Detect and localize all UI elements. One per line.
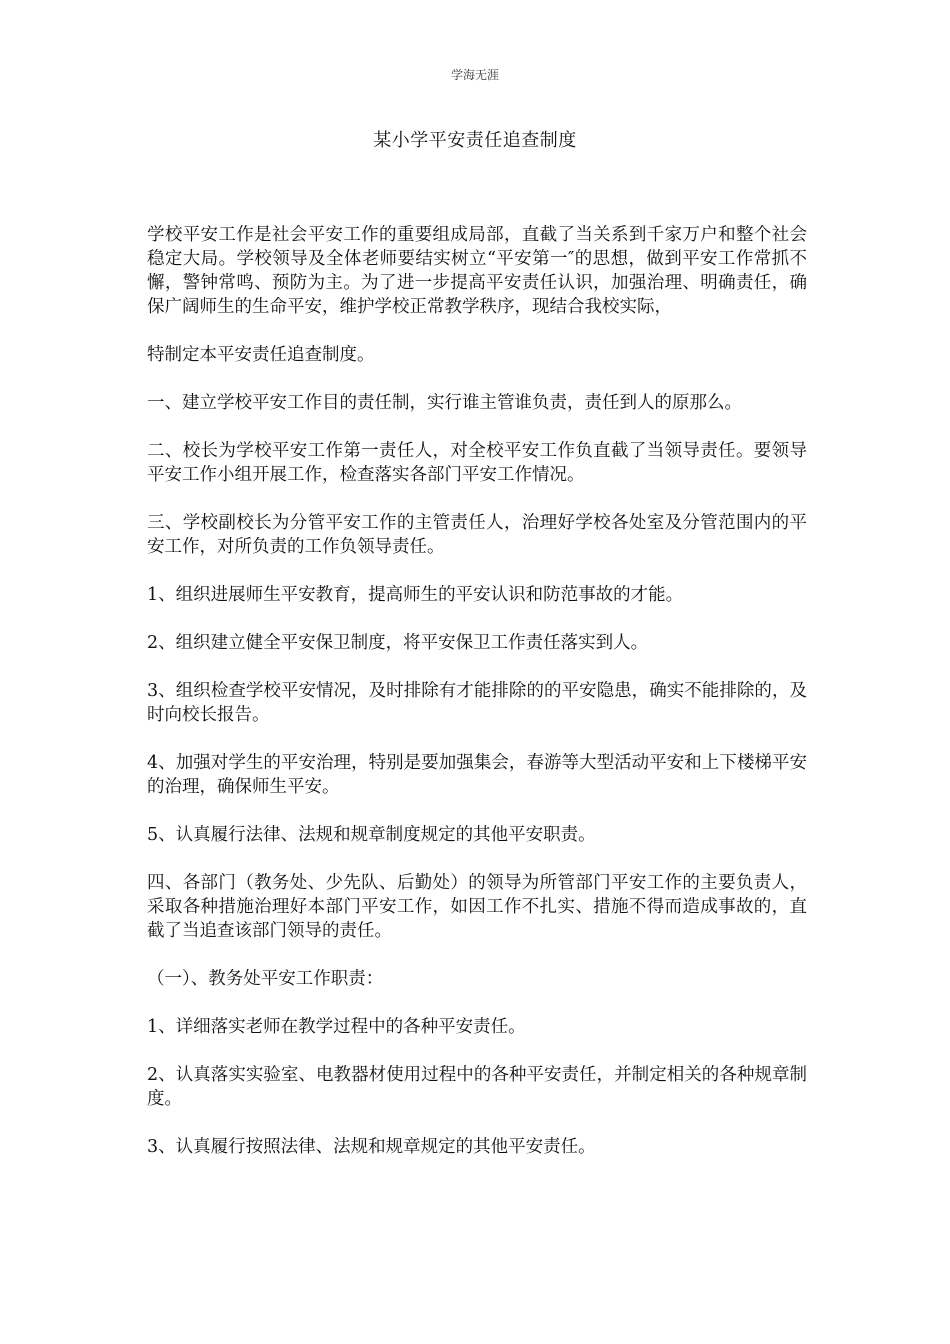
- sub-list-item-3: 3、认真履行按照法律、法规和规章规定的其他平安责任。: [147, 1137, 596, 1157]
- page-header: 学海无涯: [450, 68, 499, 82]
- list-item-3: 3、组织检查学校平安情况，及时排除有才能排除的的平安隐患，确实不能排除的，及时向校长报告。: [147, 681, 807, 725]
- paragraph-section-4: 四、各部门（教务处、少先队、后勤处）的领导为所管部门平安工作的主要负责人，采取各种措施治理好本部门平安工作，如因工作不扎实、措施不得而造成事故的，直截了当追查该部门领导的责任。: [147, 873, 807, 941]
- document-title: 某小学平安责任追查制度: [373, 130, 577, 151]
- paragraph-statement: 特制定本平安责任追查制度。: [147, 345, 375, 365]
- list-item-5: 5、认真履行法律、法规和规章制度规定的其他平安职责。: [147, 825, 596, 845]
- list-item-1: 1、组织进展师生平安教育，提高师生的平安认识和防范事故的才能。: [147, 585, 684, 605]
- paragraph-section-3: 三、学校副校长为分管平安工作的主管责任人，治理好学校各处室及分管范围内的平安工作，对所负责的工作负领导责任。: [147, 513, 807, 557]
- paragraph-intro: 学校平安工作是社会平安工作的重要组成局部，直截了当关系到千家万户和整个社会稳定大局。学校领导及全体老师要结实树立“平安第一″的思想，做到平安工作常抓不懈，警钟常鸣、预防为主。为了进一步提高平安责任认识，加强治理、明确责任，确保广阔师生的生命平安，维护学校正常教学秩序，现结合我校实际，: [147, 225, 807, 317]
- paragraph-section-2: 二、校长为学校平安工作第一责任人，对全校平安工作负直截了当领导责任。要领导平安工作小组开展工作，检查落实各部门平安工作情况。: [147, 441, 807, 485]
- list-item-4: 4、加强对学生的平安治理，特别是要加强集会，春游等大型活动平安和上下楼梯平安的治理，确保师生平安。: [147, 753, 807, 797]
- subsection-heading: （一）、教务处平安工作职责：: [147, 969, 384, 989]
- sub-list-item-2: 2、认真落实实验室、电教器材使用过程中的各种平安责任，并制定相关的各种规章制度。: [147, 1065, 807, 1109]
- list-item-2: 2、组织建立健全平安保卫制度，将平安保卫工作责任落实到人。: [147, 633, 649, 653]
- sub-list-item-1: 1、详细落实老师在教学过程中的各种平安责任。: [147, 1017, 526, 1037]
- document-body: [147, 223, 807, 1183]
- paragraph-section-1: 一、建立学校平安工作目的责任制，实行谁主管谁负责，责任到人的原那么。: [147, 393, 742, 413]
